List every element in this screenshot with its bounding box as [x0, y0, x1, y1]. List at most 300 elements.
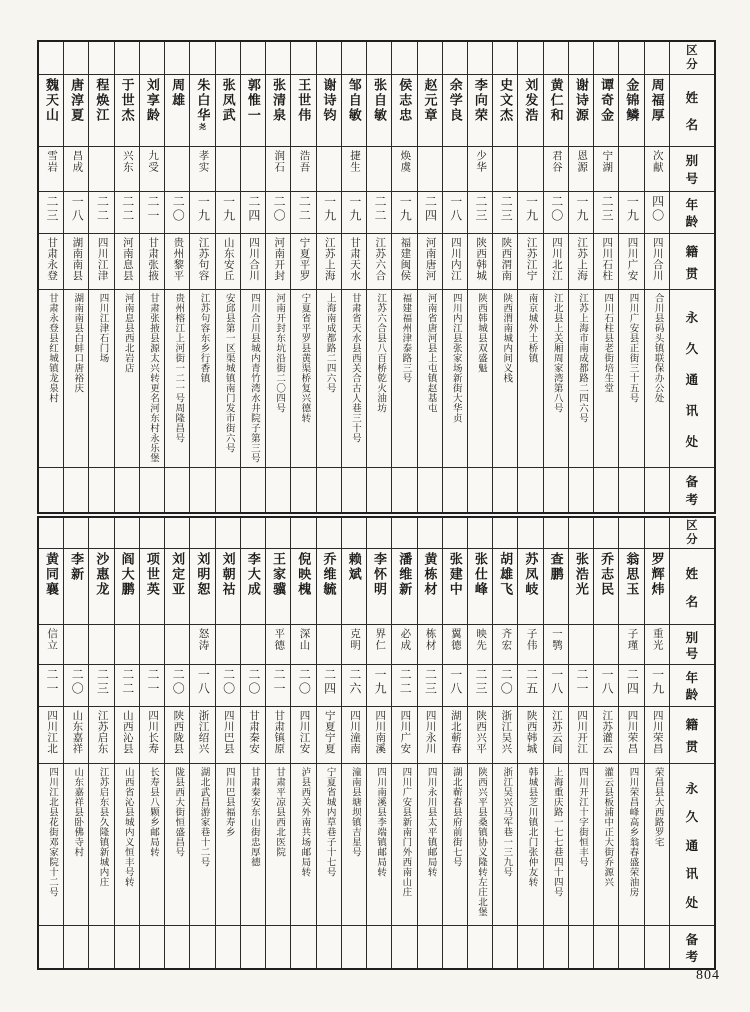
person-column [492, 518, 517, 968]
person-native-text: 山东嘉祥 [71, 710, 83, 754]
person-column [63, 518, 88, 968]
person-age-text: 四〇 [650, 195, 665, 223]
person-age-text: 一八 [70, 195, 85, 223]
person-native-cell [518, 233, 542, 289]
person-alias-cell [190, 624, 214, 664]
person-address-text: 四川南溪县李端镇邮局转 [375, 767, 386, 877]
person-age-cell [468, 191, 492, 233]
person-name-text: 谢诗钧 [321, 78, 337, 123]
person-address-cell [468, 763, 492, 925]
person-name-cell [241, 548, 265, 624]
person-column [265, 42, 290, 512]
person-native-cell [645, 233, 669, 289]
person-age-text: 二三 [95, 668, 110, 696]
person-alias-text: 宁湖 [601, 150, 613, 173]
person-native-cell [493, 233, 517, 289]
person-name-text: 黄栋材 [422, 552, 438, 597]
person-age-cell [367, 191, 391, 233]
person-native-text: 四川北江 [550, 237, 562, 281]
person-column [39, 42, 63, 512]
person-age-cell [190, 191, 214, 233]
person-address-cell [342, 289, 366, 467]
person-column [492, 42, 517, 512]
person-age-text: 一九 [574, 195, 589, 223]
person-native-text: 四川合川 [651, 237, 663, 281]
person-age-cell [317, 664, 341, 706]
row-label-text: 籍 贯 [685, 245, 699, 281]
row-label-address [670, 289, 714, 467]
row-label-text: 永 久 通 讯 处 [685, 781, 699, 910]
person-native-text: 湖南南县 [71, 237, 83, 281]
person-name-text: 张清泉 [271, 78, 287, 123]
person-native-cell [367, 706, 391, 763]
person-age-cell [89, 664, 113, 706]
category-spacer-cell [317, 42, 341, 74]
person-remarks-cell [619, 925, 643, 968]
person-native-cell [367, 233, 391, 289]
person-name-text: 李大成 [245, 552, 261, 597]
person-native-text: 陕西陇县 [172, 710, 184, 754]
row-label-text: 永 久 通 讯 处 [685, 310, 699, 449]
person-alias-cell [367, 624, 391, 664]
person-age-cell [140, 191, 164, 233]
row-label-native [670, 706, 714, 763]
person-remarks-cell [594, 925, 618, 968]
person-age-cell [291, 664, 315, 706]
person-column [517, 518, 542, 968]
person-address-cell [367, 289, 391, 467]
person-name-cell [216, 548, 240, 624]
person-remarks-cell [89, 467, 113, 512]
person-age-text: 二一 [145, 195, 160, 223]
person-alias-cell [493, 146, 517, 191]
person-alias-cell [392, 624, 416, 664]
person-age-text: 一八 [448, 195, 463, 223]
person-remarks-cell [392, 925, 416, 968]
person-name-cell [544, 548, 568, 624]
person-name-text: 赵元章 [422, 78, 438, 123]
person-address-text: 甘肃省天水县西关合古人巷三十号 [349, 293, 360, 443]
person-name-text: 侯志忠 [397, 78, 413, 123]
person-alias-cell [468, 624, 492, 664]
person-native-cell [165, 233, 189, 289]
person-alias-text: 雪岩 [46, 150, 58, 173]
person-address-text: 四川合川县城内青竹湾水井院子第三号 [248, 293, 259, 463]
person-name-cell [89, 548, 113, 624]
person-address-text: 四川荣昌峰高乡翁春盛荣油房 [627, 767, 638, 897]
person-native-text: 甘肃镇原 [273, 710, 285, 754]
category-spacer-cell [392, 518, 416, 548]
person-address-cell [518, 289, 542, 467]
person-alias-cell [190, 146, 214, 191]
person-native-text: 四川江安 [298, 710, 310, 754]
person-address-cell [64, 763, 88, 925]
row-label-text: 别 号 [685, 154, 699, 187]
person-name-cell [291, 548, 315, 624]
person-native-cell [64, 233, 88, 289]
person-native-text: 四川永川 [424, 710, 436, 754]
person-alias-cell [518, 624, 542, 664]
person-alias-text: 克明 [348, 628, 360, 651]
person-native-cell [216, 233, 240, 289]
person-native-cell [392, 706, 416, 763]
person-name-text: 于世杰 [119, 78, 135, 123]
person-native-cell [39, 233, 63, 289]
person-alias-cell [165, 624, 189, 664]
person-address-cell [392, 763, 416, 925]
person-native-cell [190, 706, 214, 763]
person-address-text: 四川石柱县老街培生堂 [602, 293, 613, 393]
person-column [114, 518, 139, 968]
person-name-cell [418, 548, 442, 624]
person-native-cell [518, 706, 542, 763]
person-age-text: 二〇 [246, 668, 261, 696]
person-name-cell [569, 548, 593, 624]
person-remarks-cell [39, 467, 63, 512]
person-address-text: 甘肃平凉县西北医院 [274, 767, 285, 857]
person-alias-cell [241, 146, 265, 191]
category-spacer-cell [443, 42, 467, 74]
person-name-cell [39, 74, 63, 146]
person-name-text: 项世英 [144, 552, 160, 597]
person-native-cell [468, 233, 492, 289]
person-alias-text: 子伟 [525, 628, 537, 651]
row-label-text: 别 号 [685, 630, 699, 661]
person-address-text: 湖北蕲春县府前街七号 [450, 767, 461, 867]
row-label-text: 区 分 [686, 44, 698, 71]
person-remarks-cell [418, 467, 442, 512]
category-spacer-cell [89, 42, 113, 74]
person-name-text: 刘定亚 [170, 552, 186, 597]
person-column [215, 42, 240, 512]
person-address-cell [64, 289, 88, 467]
person-native-text: 江苏云间 [550, 710, 562, 754]
person-age-cell [544, 191, 568, 233]
person-native-text: 陕西韩城 [475, 237, 487, 281]
row-label-text: 姓 名 [685, 566, 699, 609]
person-age-cell [569, 191, 593, 233]
person-age-text: 二一 [272, 668, 287, 696]
person-alias-text: 映先 [475, 628, 487, 651]
person-age-text: 一八 [448, 668, 463, 696]
person-name-cell [342, 548, 366, 624]
person-name-text: 李向荣 [472, 78, 488, 123]
person-remarks-cell [115, 467, 139, 512]
person-address-cell [165, 289, 189, 467]
person-name-cell [342, 74, 366, 146]
person-address-text: 河南息县西北岩店 [122, 293, 133, 373]
person-column [467, 518, 492, 968]
row-label-category [670, 518, 714, 548]
category-spacer-cell [418, 42, 442, 74]
person-address-cell [493, 763, 517, 925]
person-native-cell [140, 706, 164, 763]
person-name-text: 郭惟一 [245, 78, 261, 123]
category-spacer-cell [518, 42, 542, 74]
person-address-cell [544, 763, 568, 925]
person-column [139, 518, 164, 968]
person-native-cell [89, 706, 113, 763]
category-spacer-cell [216, 42, 240, 74]
person-address-text: 甘肃永登县红城镇龙泉村 [47, 293, 58, 403]
person-alias-cell [392, 146, 416, 191]
person-age-text: 二三 [45, 195, 60, 223]
person-age-cell [493, 664, 517, 706]
person-age-cell [342, 664, 366, 706]
person-age-cell [216, 191, 240, 233]
row-label-text: 年 龄 [685, 671, 699, 703]
category-spacer-cell [165, 42, 189, 74]
person-address-cell [140, 289, 164, 467]
person-remarks-cell [544, 467, 568, 512]
person-age-text: 一九 [524, 195, 539, 223]
person-native-text: 江苏灌云 [601, 710, 613, 754]
person-name-cell [64, 548, 88, 624]
row-label-text: 备 考 [685, 475, 699, 508]
person-address-text: 四川广安县正街三十五号 [627, 293, 638, 403]
person-remarks-cell [544, 925, 568, 968]
person-name-text: 查鹏 [548, 552, 564, 582]
person-column [164, 42, 189, 512]
person-address-cell [115, 289, 139, 467]
person-address-cell [594, 289, 618, 467]
person-name-cell [594, 548, 618, 624]
person-age-text: 二三 [499, 195, 514, 223]
person-age-cell [266, 664, 290, 706]
person-alias-text: 昌成 [71, 150, 83, 173]
person-alias-text: 少华 [475, 150, 487, 173]
person-native-cell [342, 233, 366, 289]
person-name-cell [115, 548, 139, 624]
person-remarks-cell [468, 925, 492, 968]
person-remarks-cell [317, 467, 341, 512]
person-age-cell [594, 664, 618, 706]
person-name-cell [518, 74, 542, 146]
person-address-cell [342, 763, 366, 925]
person-alias-cell [266, 146, 290, 191]
row-label-text: 备 考 [685, 932, 699, 964]
person-name-cell [140, 74, 164, 146]
person-name-cell [317, 74, 341, 146]
person-column [417, 518, 442, 968]
person-column [114, 42, 139, 512]
person-alias-cell [216, 624, 240, 664]
person-remarks-cell [367, 925, 391, 968]
person-name-text: 张浩光 [573, 552, 589, 597]
person-native-text: 四川巴县 [222, 710, 234, 754]
person-remarks-cell [291, 467, 315, 512]
person-age-text: 二〇 [272, 195, 287, 223]
person-name-cell [216, 74, 240, 146]
person-address-text: 陇县西大街恒盛昌号 [173, 767, 184, 857]
person-native-text: 四川荣昌 [651, 710, 663, 754]
person-name-text: 王世伟 [296, 78, 312, 123]
person-name-text: 黄仁和 [548, 78, 564, 123]
person-remarks-cell [241, 925, 265, 968]
person-native-text: 江苏句容 [197, 237, 209, 281]
person-age-cell [216, 664, 240, 706]
person-name-text: 朱白华尧 [195, 78, 211, 130]
person-native-cell [342, 706, 366, 763]
person-name-cell [518, 548, 542, 624]
person-name-cell [64, 74, 88, 146]
person-age-text: 二〇 [499, 668, 514, 696]
row-label-native [670, 233, 714, 289]
person-native-text: 江苏上海 [323, 237, 335, 281]
person-address-text: 上海南成都路二四六号 [324, 293, 335, 393]
person-age-cell [569, 664, 593, 706]
person-name-cell [115, 74, 139, 146]
person-address-cell [89, 289, 113, 467]
person-column [568, 42, 593, 512]
person-name-cell [190, 548, 214, 624]
person-alias-cell [645, 624, 669, 664]
person-address-text: 湖南南县白蚌口唐裕庆 [72, 293, 83, 393]
person-address-text: 贵州榕江上河街一二一号周隆昌号 [173, 293, 184, 443]
person-alias-cell [367, 146, 391, 191]
person-name-text: 张自敏 [371, 78, 387, 123]
category-spacer-cell [569, 518, 593, 548]
person-native-text: 宁夏宁夏 [323, 710, 335, 754]
person-address-text: 陕西韩城县双盛魁 [476, 293, 487, 373]
person-age-text: 二三 [474, 668, 488, 696]
person-address-cell [266, 763, 290, 925]
person-column [290, 518, 315, 968]
person-alias-text: 浩吾 [298, 150, 310, 173]
person-native-cell [418, 233, 442, 289]
person-column [391, 518, 416, 968]
person-name-cell [266, 74, 290, 146]
person-name-text: 张建中 [447, 552, 463, 597]
person-address-cell [645, 763, 669, 925]
person-alias-cell [518, 146, 542, 191]
person-name-cell [619, 74, 643, 146]
person-native-cell [291, 233, 315, 289]
person-remarks-cell [594, 467, 618, 512]
person-age-cell [468, 664, 492, 706]
person-alias-text: 捷生 [348, 150, 360, 173]
person-remarks-cell [493, 467, 517, 512]
person-remarks-cell [216, 925, 240, 968]
person-alias-text: 兴东 [121, 150, 133, 173]
category-spacer-cell [619, 42, 643, 74]
row-label-age [670, 664, 714, 706]
category-spacer-cell [291, 518, 315, 548]
person-age-text: 二三 [423, 668, 438, 696]
person-address-text: 南京城外土桥镇 [526, 293, 537, 363]
person-remarks-cell [266, 925, 290, 968]
person-age-text: 二〇 [297, 668, 312, 696]
person-age-text: 一九 [322, 195, 337, 223]
person-column [442, 42, 467, 512]
person-native-cell [216, 706, 240, 763]
person-native-text: 陕西兴平 [475, 710, 487, 754]
row-label-remarks [670, 925, 714, 968]
category-spacer-cell [645, 42, 669, 74]
person-native-text: 宁夏平罗 [298, 237, 310, 281]
person-alias-text: 界仁 [374, 628, 386, 651]
person-address-cell [115, 763, 139, 925]
person-age-cell [518, 664, 542, 706]
person-address-text: 四川江北县花街邓家院十二号 [47, 767, 58, 897]
person-alias-text: 重光 [651, 628, 663, 651]
person-native-text: 福建闽侯 [399, 237, 411, 281]
person-address-cell [39, 289, 63, 467]
person-column [644, 42, 669, 512]
person-alias-cell [569, 146, 593, 191]
person-age-text: 二〇 [171, 195, 186, 223]
person-alias-cell [569, 624, 593, 664]
person-alias-text: 翼德 [449, 628, 461, 651]
person-name-text: 翁思玉 [624, 552, 640, 597]
person-native-text: 四川合川 [248, 237, 260, 281]
person-name-text: 谢诗源 [573, 78, 589, 123]
category-spacer-cell [241, 42, 265, 74]
person-age-text: 一九 [650, 668, 665, 696]
person-column [543, 42, 568, 512]
person-native-text: 四川内江 [449, 237, 461, 281]
category-spacer-cell [367, 42, 391, 74]
person-alias-cell [493, 624, 517, 664]
person-age-cell [443, 664, 467, 706]
person-native-cell [317, 233, 341, 289]
person-name-cell [165, 548, 189, 624]
person-age-cell [266, 191, 290, 233]
person-address-text: 江苏句容东乡行香镇 [198, 293, 209, 383]
category-spacer-cell [39, 518, 63, 548]
person-age-cell [165, 191, 189, 233]
category-spacer-cell [115, 42, 139, 74]
roster-table-top [37, 40, 716, 514]
category-spacer-cell [367, 518, 391, 548]
person-name-cell [367, 74, 391, 146]
person-address-text: 河南省唐河县上屯镇赵基屯 [425, 293, 436, 413]
person-name-text: 周雄 [170, 78, 186, 108]
person-alias-cell [140, 624, 164, 664]
person-age-text: 一八 [196, 668, 211, 696]
person-age-text: 二一 [145, 668, 160, 696]
person-age-cell [140, 664, 164, 706]
person-native-text: 甘肃张掖 [147, 237, 159, 281]
person-name-text: 张凤武 [220, 78, 236, 123]
person-address-text: 上海重庆路一七七巷四十四号 [551, 767, 562, 897]
person-remarks-cell [392, 467, 416, 512]
person-native-cell [544, 706, 568, 763]
person-column [568, 518, 593, 968]
person-native-cell [418, 706, 442, 763]
person-native-text: 四川长寿 [147, 710, 159, 754]
person-name-cell [39, 548, 63, 624]
person-native-cell [468, 706, 492, 763]
person-remarks-cell [342, 925, 366, 968]
person-native-text: 甘肃天水 [348, 237, 360, 281]
person-age-cell [115, 664, 139, 706]
person-address-text: 韩城县芝川镇北门张仲友转 [526, 767, 537, 887]
person-native-cell [544, 233, 568, 289]
person-native-cell [619, 233, 643, 289]
person-age-cell [619, 191, 643, 233]
person-native-cell [291, 706, 315, 763]
person-native-cell [266, 706, 290, 763]
person-alias-text: 润石 [273, 150, 285, 173]
person-alias-cell [39, 624, 63, 664]
person-native-cell [619, 706, 643, 763]
person-alias-cell [39, 146, 63, 191]
person-age-text: 二〇 [221, 668, 236, 696]
person-alias-text: 恩源 [576, 150, 588, 173]
person-native-cell [392, 233, 416, 289]
person-native-cell [190, 233, 214, 289]
